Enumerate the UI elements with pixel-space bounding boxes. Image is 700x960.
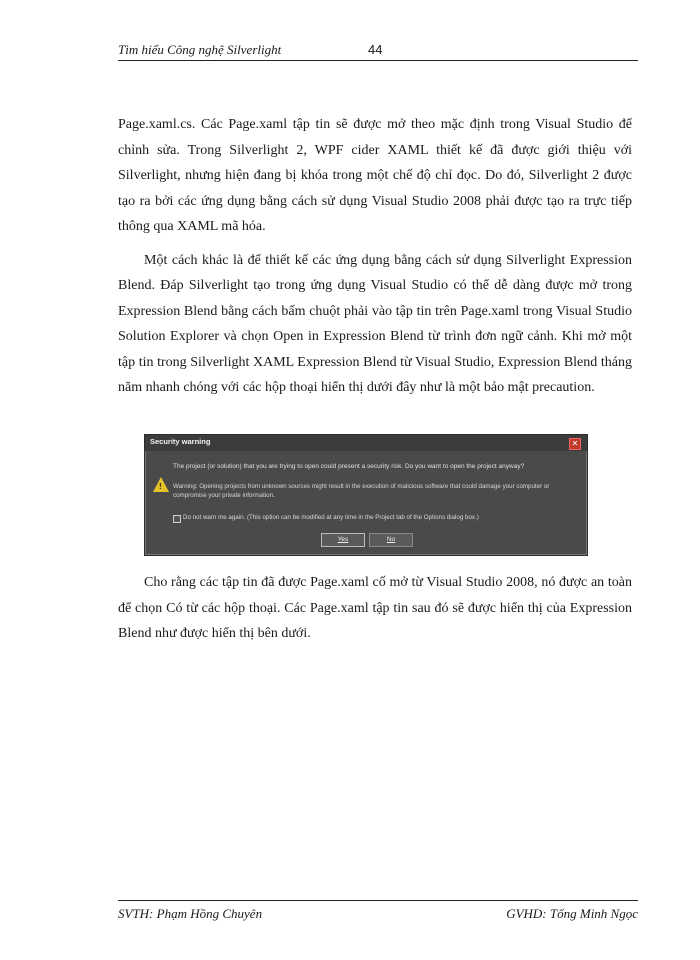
footer-student: SVTH: Phạm Hồng Chuyên: [118, 906, 263, 921]
dialog-warning-text: Warning: Opening projects from unknown sources might result in the execution of malicious software that could damage your computer or compromise your private information.: [173, 483, 550, 499]
paragraph-2: Một cách khác là để thiết kế các ứng dụng bằng cách sử dụng Silverlight Expression Blend. Đáp Silverlight tạo trong ứng dụng Visual Studio có thể dễ dàng được mở trong Expression Blend bằng cách bấm chuột phải vào tập tin trên Page.xaml trong Visual Studio Solution Explorer và chọn Open in Expression Blend từ trình đơn ngữ cảnh. Khi mở một tập tin trong Silverlight XAML Expression Blend từ Visual Studio, Expression Blend tháng năm nhanh chóng với các hộp thoại hiển thị dưới đây như là một bảo mật precaution.: [118, 252, 632, 395]
paragraph-1: Page.xaml.cs. Các Page.xaml tập tin sẽ được mở theo mặc định trong Visual Studio để chỉnh sửa. Trong Silverlight 2, WPF cider XAML thiết kế đã được giới thiệu với Silverlight, nhưng hiện đang bị khóa trong một chế độ chỉ đọc. Do đó, Silverlight 2 được tạo ra bởi các ứng dụng bằng cách sử dụng Visual Studio 2008 phải được tạo ra trực tiếp thông qua XAML mã hóa.: [118, 117, 632, 234]
header-rule: [118, 60, 638, 61]
body-text-continued: [118, 570, 632, 655]
page-footer: [118, 900, 638, 924]
dialog-titlebar: [145, 435, 587, 451]
header-title: Tìm hiểu Công nghệ Silverlight: [118, 42, 282, 57]
page-header: [118, 42, 638, 60]
dialog-question: The project (or solution) that you are trying to open could present a security risk. Do you want to open the project anyway?: [173, 463, 525, 470]
footer-rule: [118, 900, 638, 901]
body-text: [118, 112, 632, 409]
footer-advisor: GVHD: Tống Minh Ngọc: [506, 906, 638, 921]
do-not-warn-checkbox[interactable]: [173, 515, 181, 523]
no-button[interactable]: No: [369, 533, 413, 547]
yes-button[interactable]: Yes: [321, 533, 365, 547]
do-not-warn-label: Do not warn me again. (This option can be modified at any time in the Project tab of the Options dialog box.): [183, 514, 479, 521]
warning-icon-mark: !: [159, 482, 162, 491]
paragraph-3: Cho rằng các tập tin đã được Page.xaml cố mở từ Visual Studio 2008, nó được an toàn để chọn Có từ các hộp thoại. Các Page.xaml tập tin sau đó sẽ được hiển thị của Expression Blend như được hiển thị bên dưới.: [118, 575, 632, 641]
page-number: 44: [368, 42, 383, 57]
dialog-title: Security warning: [150, 437, 211, 446]
close-icon[interactable]: ✕: [569, 438, 581, 450]
security-warning-dialog: [144, 434, 588, 556]
